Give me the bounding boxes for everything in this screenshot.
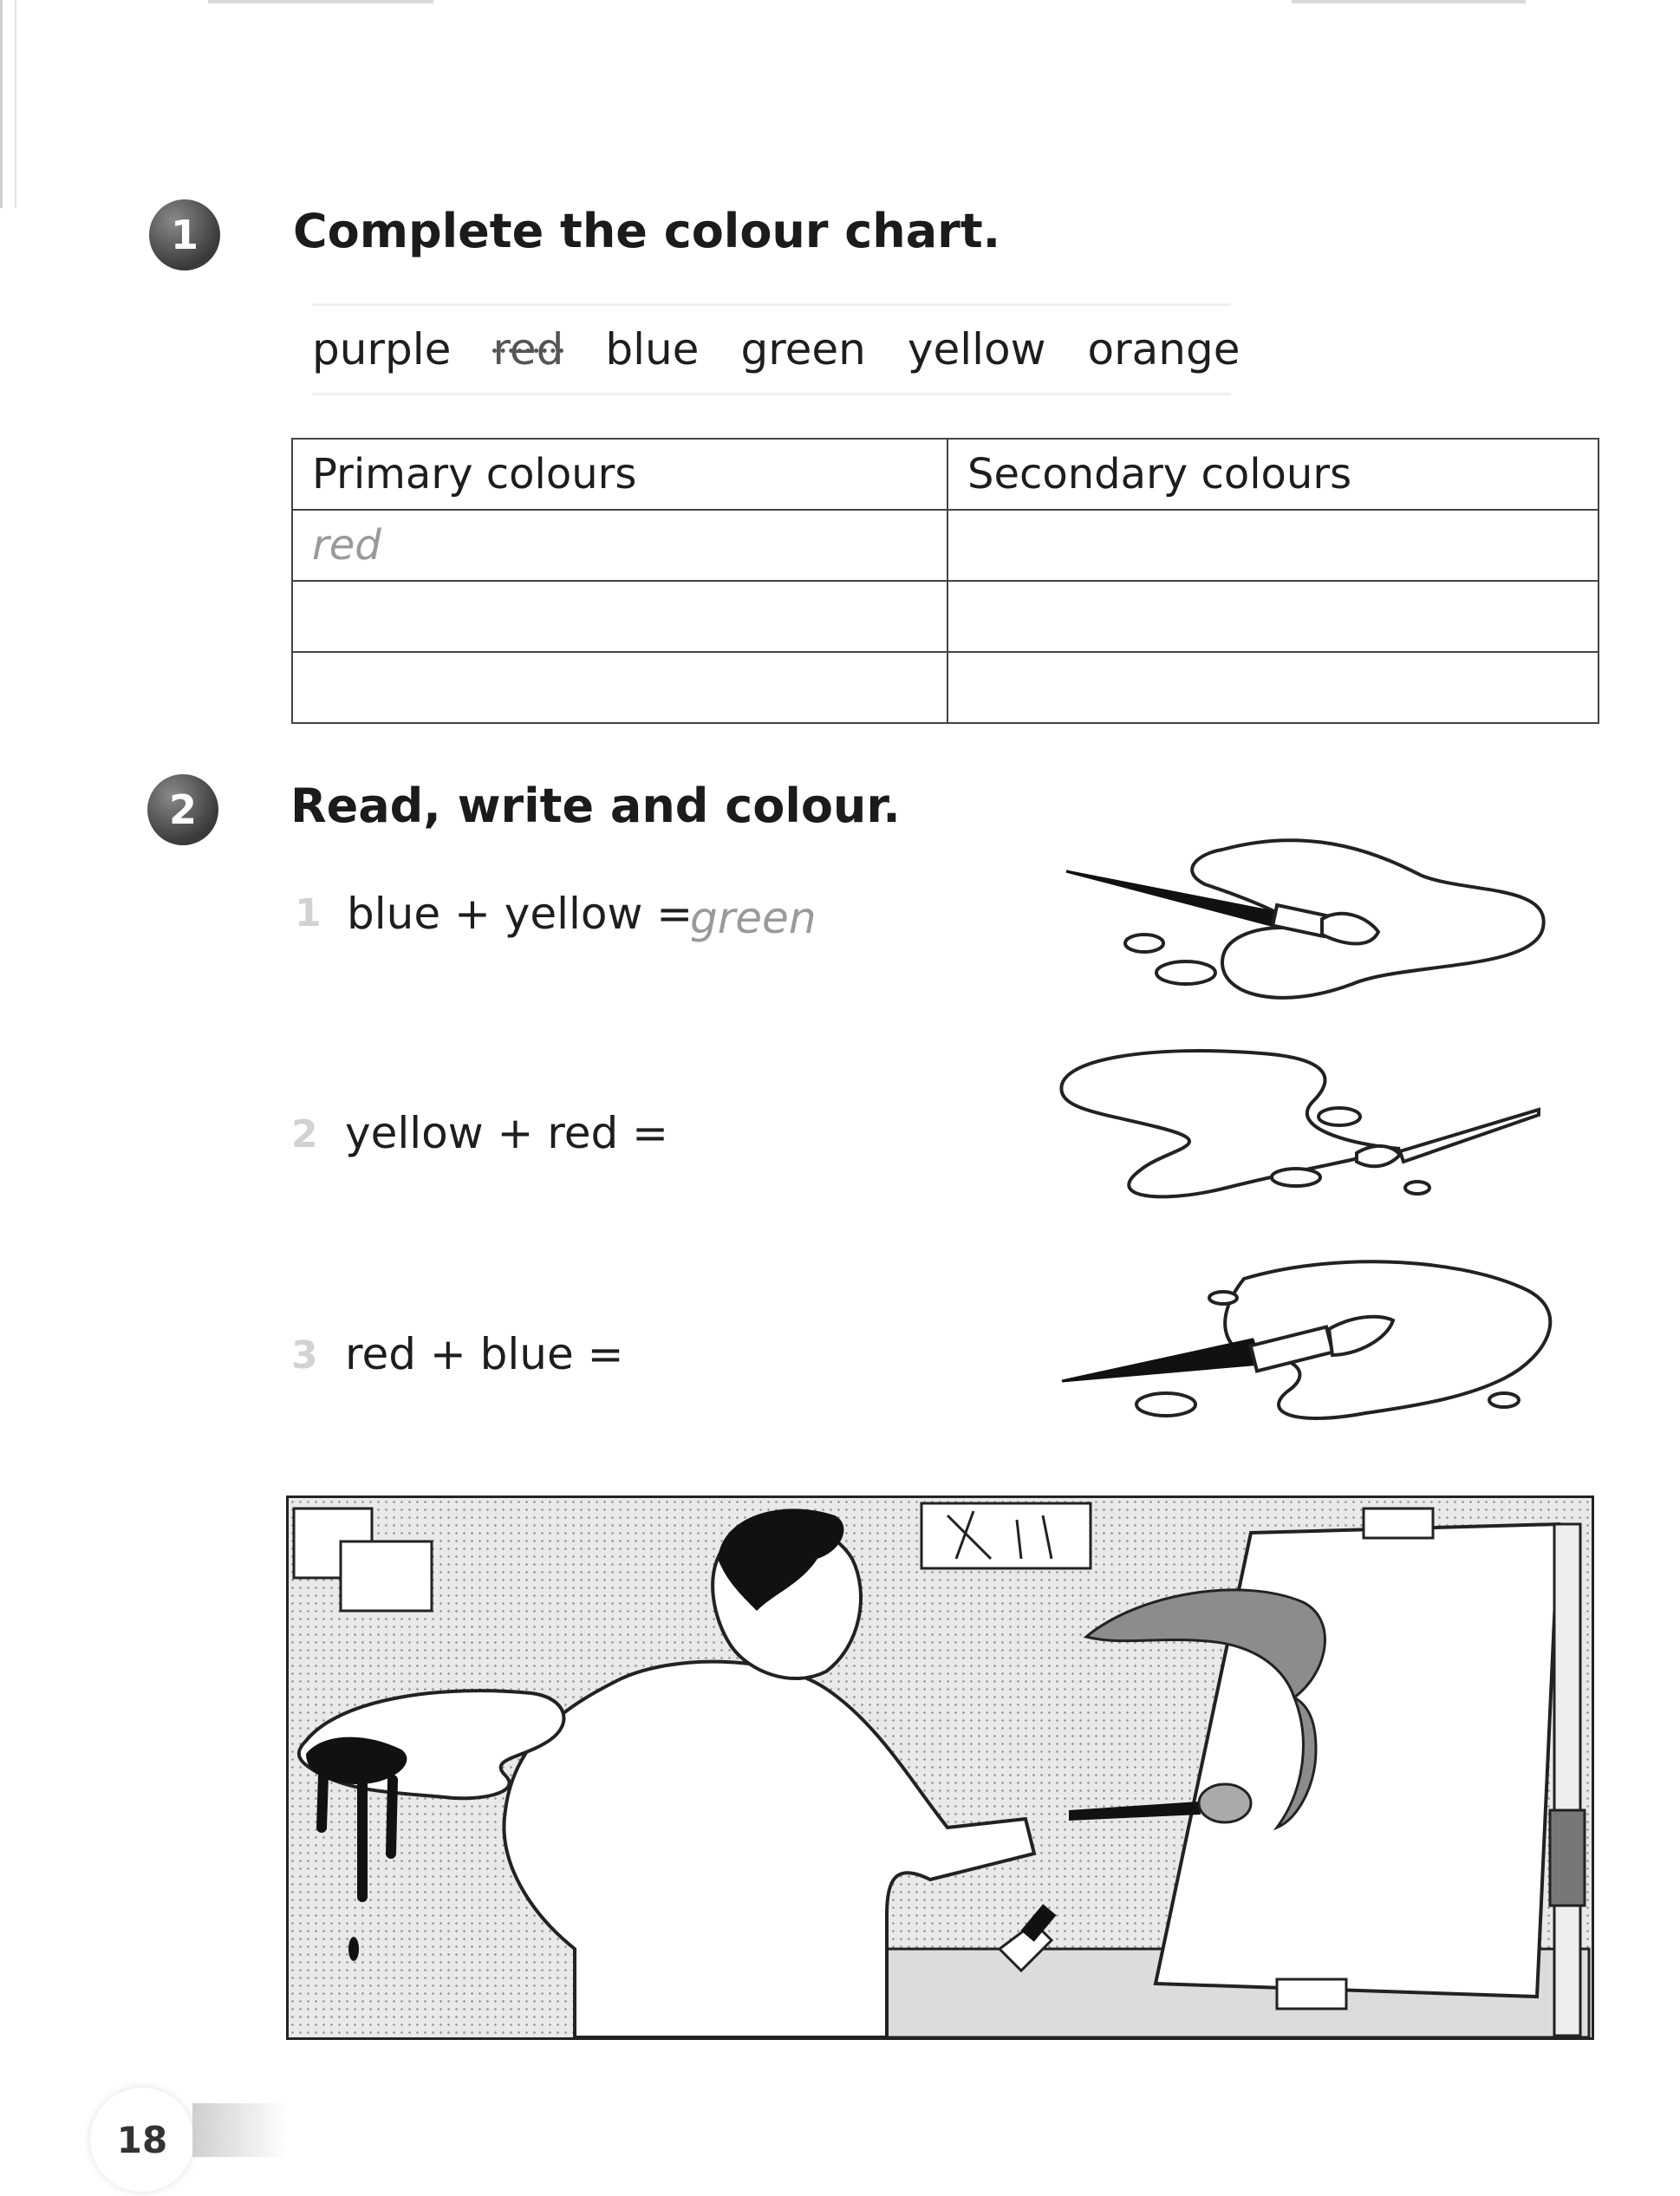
header-primary-colours: Primary colours xyxy=(292,439,947,510)
word-bank-item: blue xyxy=(605,324,700,375)
exercise-1-heading: Complete the colour chart. xyxy=(293,204,1001,258)
artist-scene-drawing xyxy=(289,1498,1592,2037)
table-header-row xyxy=(292,439,1599,510)
top-rule-right xyxy=(1292,0,1526,3)
item-2-number: 2 xyxy=(291,1112,318,1157)
word-bank-item: purple xyxy=(312,324,452,375)
table-row xyxy=(292,581,1599,652)
word-bank-item: green xyxy=(740,324,866,375)
page-binding-edge xyxy=(0,0,16,208)
table-cell-primary[interactable]: red xyxy=(292,510,947,581)
paint-splash-illustration-3 xyxy=(1053,1253,1565,1443)
exercise-2-number: 2 xyxy=(168,786,197,833)
artist-painting-illustration xyxy=(286,1495,1594,2040)
unit-tab-strip xyxy=(192,2103,288,2157)
item-3-number: 3 xyxy=(291,1333,318,1378)
paint-splash-illustration-2 xyxy=(1036,1040,1556,1214)
item-1-answer[interactable]: green xyxy=(690,893,817,943)
paint-splash-illustration-1 xyxy=(1058,832,1560,1006)
item-3-equation: red + blue = xyxy=(345,1329,624,1379)
colour-chart-table xyxy=(291,438,1599,724)
table-row xyxy=(292,652,1599,723)
word-bank-item: yellow xyxy=(907,324,1046,375)
item-1-equation: blue + yellow = xyxy=(347,889,693,939)
table-row xyxy=(292,510,1599,581)
word-bank-item: orange xyxy=(1087,324,1240,375)
exercise-1-badge xyxy=(149,199,220,270)
table-cell-secondary[interactable] xyxy=(947,581,1599,652)
table-cell-primary[interactable] xyxy=(292,652,947,723)
exercise-2-heading: Read, write and colour. xyxy=(290,779,901,833)
page-number: 18 xyxy=(116,2118,168,2161)
item-3-answer[interactable] xyxy=(607,1329,867,1381)
word-bank xyxy=(312,303,1240,395)
table-cell-primary[interactable] xyxy=(292,581,947,652)
item-1-number: 1 xyxy=(295,891,322,935)
word-bank-item-crossed: red xyxy=(492,324,564,375)
item-2-equation: yellow + red = xyxy=(345,1108,669,1158)
exercise-1-number: 1 xyxy=(170,212,199,258)
table-cell-secondary[interactable] xyxy=(947,652,1599,723)
exercise-2-badge xyxy=(147,774,218,845)
top-rule-left xyxy=(208,0,433,3)
table-cell-secondary[interactable] xyxy=(947,510,1599,581)
page-number-badge xyxy=(90,2088,194,2192)
item-2-answer[interactable] xyxy=(659,1108,919,1160)
header-secondary-colours: Secondary colours xyxy=(947,439,1599,510)
